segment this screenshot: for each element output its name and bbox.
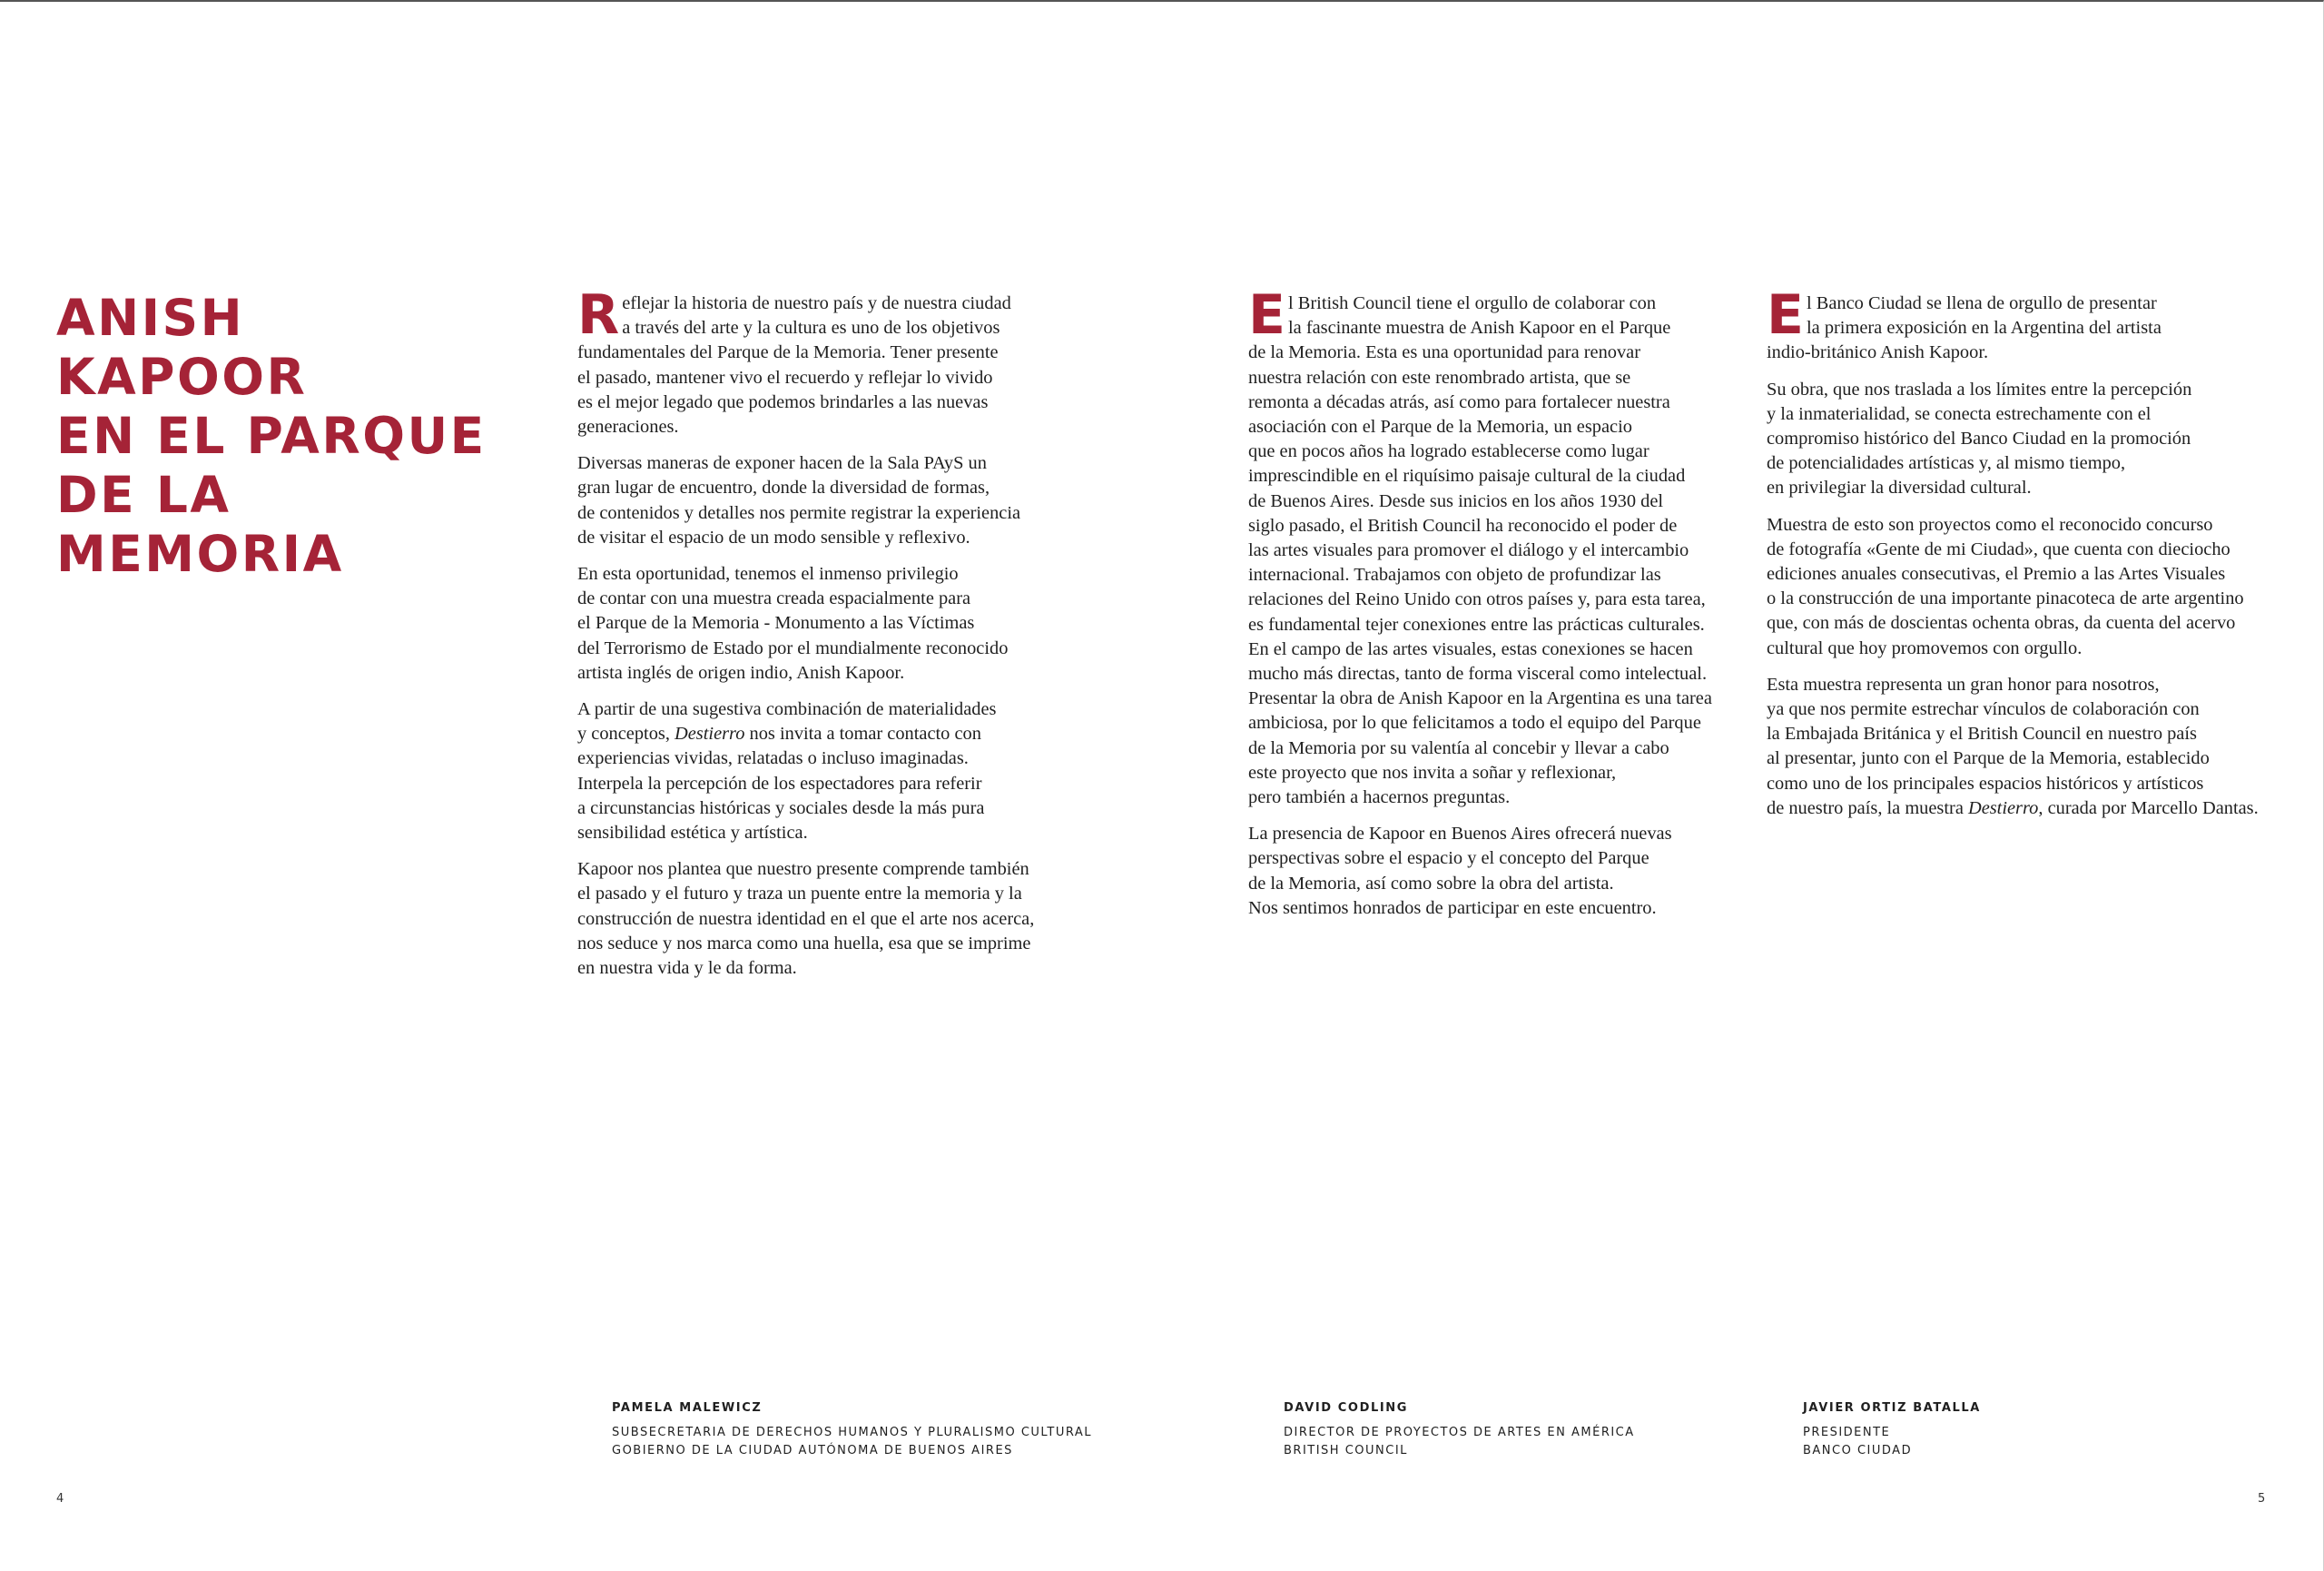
signature-block-2 (1284, 1400, 1635, 1460)
text-line: es fundamental tejer conexiones entre las prácticas culturales. (1248, 614, 1705, 635)
text-line: artista inglés de origen indio, Anish Kapoor. (577, 662, 905, 683)
signatory-organization: BRITISH COUNCIL (1284, 1444, 1408, 1457)
signatory-role: DIRECTOR DE PROYECTOS DE ARTES EN AMÉRICA (1284, 1426, 1635, 1439)
text-line: del Terrorismo de Estado por el mundialmente reconocido (577, 637, 1009, 658)
text-line (1767, 796, 2275, 821)
paragraph (577, 562, 1086, 686)
text-line: el pasado y el futuro y traza un puente entre la memoria y la (577, 884, 1022, 904)
text-line: de la Memoria. Esta es una oportunidad para renovar (1248, 342, 1641, 363)
paragraph (1767, 673, 2275, 821)
text-line: de fotografía «Gente de mi Ciudad», que cuenta con dieciocho (1767, 538, 2230, 559)
text-line: es el mejor legado que podemos brindarles a las nuevas (577, 391, 989, 412)
text-line: la Embajada Británica y el British Council en nuestro país (1767, 724, 2197, 745)
text-line: Interpela la percepción de los espectadores para referir (577, 773, 982, 794)
text-line: nos seduce y nos marca como una huella, esa que se imprime (577, 933, 1031, 953)
text-line: el Parque de la Memoria - Monumento a las Víctimas (577, 613, 975, 634)
text-line: de contar con una muestra creada espacialmente para (577, 588, 971, 609)
signatory-name: DAVID CODLING (1284, 1401, 1409, 1415)
paragraph (1767, 513, 2275, 661)
text-line: a través del arte y la cultura es uno de los objetivos (622, 318, 1000, 339)
text-line: Su obra, que nos traslada a los límites entre la percepción (1767, 379, 2192, 400)
text-line (577, 722, 1086, 746)
signature-block-1 (612, 1400, 1092, 1460)
text-line: imprescindible en el riquísimo paisaje cultural de la ciudad (1248, 466, 1686, 487)
text-line: este proyecto que nos invita a soñar y reflexionar, (1248, 762, 1617, 783)
text-line: al presentar, junto con el Parque de la Memoria, establecido (1767, 748, 2210, 769)
text-line: En el campo de las artes visuales, estas conexiones se hacen (1248, 638, 1693, 659)
signatory-role: PRESIDENTE (1803, 1426, 1891, 1439)
paragraph (577, 283, 1086, 440)
text-fragment: , curada por Marcello Dantas. (2038, 797, 2259, 818)
paragraph (1248, 283, 1757, 810)
text-line: indio-británico Anish Kapoor. (1767, 342, 1989, 363)
signature-block-3 (1803, 1400, 1981, 1460)
text-line: Presentar la obra de Anish Kapoor en la Argentina es una tarea (1248, 688, 1712, 709)
paragraph (1767, 378, 2275, 501)
paragraph (577, 451, 1086, 550)
text-line: en privilegiar la diversidad cultural. (1767, 478, 2032, 499)
paragraph (577, 697, 1086, 845)
text-line: de potencialidades artísticas y, al mismo tiempo, (1767, 453, 2126, 474)
text-column-3 (1767, 283, 2275, 833)
text-line: de la Memoria, así como sobre la obra del artista. (1248, 873, 1614, 894)
paragraph (1767, 283, 2275, 366)
paragraph (1248, 822, 1757, 921)
drop-cap: R (577, 283, 620, 347)
signatory-organization: BANCO CIUDAD (1803, 1444, 1913, 1457)
text-line: o la construcción de una importante pinacoteca de arte argentino (1767, 588, 2244, 609)
text-line: Nos sentimos honrados de participar en este encuentro. (1248, 897, 1657, 918)
text-line: La presencia de Kapoor en Buenos Aires ofrecerá nuevas (1248, 824, 1672, 845)
text-line: asociación con el Parque de la Memoria, un espacio (1248, 417, 1632, 438)
text-line: Kapoor nos plantea que nuestro presente comprende también (577, 859, 1029, 880)
page-number-right: 5 (2258, 1492, 2266, 1506)
text-line: A partir de una sugestiva combinación de materialidades (577, 699, 997, 720)
text-line: eflejar la historia de nuestro país y de nuestra ciudad (622, 293, 1011, 313)
drop-cap: E (1767, 283, 1804, 347)
text-line: ediciones anuales consecutivas, el Premio a las Artes Visuales (1767, 564, 2226, 585)
text-line: a circunstancias históricas y sociales desde la más pura (577, 797, 985, 818)
text-column-1 (577, 283, 1086, 993)
text-line: de Buenos Aires. Desde sus inicios en los años 1930 del (1248, 490, 1664, 511)
text-line: mucho más directas, tanto de forma visceral como intelectual. (1248, 664, 1708, 685)
text-line: que en pocos años ha logrado establecerse como lugar (1248, 441, 1649, 462)
text-line: gran lugar de encuentro, donde la diversidad de formas, (577, 478, 990, 499)
text-line: siglo pasado, el British Council ha reconocido el poder de (1248, 515, 1678, 536)
text-line: remonta a décadas atrás, así como para fortalecer nuestra (1248, 391, 1670, 412)
paragraph (577, 857, 1086, 981)
text-line: internacional. Trabajamos con objeto de profundizar las (1248, 565, 1661, 586)
text-line: ya que nos permite estrechar vínculos de colaboración con (1767, 699, 2200, 720)
text-line: de la Memoria por su valentía al concebir y llevar a cabo (1248, 737, 1669, 758)
signatory-organization: GOBIERNO DE LA CIUDAD AUTÓNOMA DE BUENOS AIRES (612, 1444, 1013, 1457)
text-line: la fascinante muestra de Anish Kapoor en el Parque (1288, 318, 1671, 339)
title-line: ANISH KAPOOR (56, 289, 308, 406)
text-fragment: de nuestro país, la muestra (1767, 797, 1968, 818)
signatory-role: SUBSECRETARIA DE DERECHOS HUMANOS Y PLURALISMO CULTURAL (612, 1426, 1092, 1439)
text-line: pero también a hacernos preguntas. (1248, 787, 1511, 808)
text-line: Diversas maneras de exponer hacen de la Sala PAyS un (577, 453, 987, 474)
text-line: compromiso histórico del Banco Ciudad en la promoción (1767, 429, 2191, 450)
text-line: como uno de los principales espacios históricos y artísticos (1767, 773, 2204, 794)
text-line: experiencias vividas, relatadas o incluso imaginadas. (577, 748, 969, 769)
artwork-title: Destierro (675, 724, 745, 745)
text-line: en nuestra vida y le da forma. (577, 958, 797, 979)
text-line: perspectivas sobre el espacio y el concepto del Parque (1248, 848, 1649, 869)
text-line: En esta oportunidad, tenemos el inmenso privilegio (577, 564, 959, 585)
text-line: de visitar el espacio de un modo sensible y reflexivo. (577, 527, 970, 548)
title-line: DE LA MEMORIA (56, 466, 344, 583)
text-line: ambiciosa, por lo que felicitamos a todo el equipo del Parque (1248, 713, 1701, 734)
text-line: Muestra de esto son proyectos como el reconocido concurso (1767, 514, 2213, 535)
text-line: construcción de nuestra identidad en el que el arte nos acerca, (577, 908, 1035, 929)
text-line: l Banco Ciudad se llena de orgullo de presentar (1807, 293, 2157, 313)
text-column-2 (1248, 283, 1757, 933)
text-line: las artes visuales para promover el diálogo y el intercambio (1248, 540, 1689, 561)
text-line: fundamentales del Parque de la Memoria. Tener presente (577, 342, 999, 363)
drop-cap: E (1248, 283, 1285, 347)
artwork-title: Destierro (1967, 797, 2039, 818)
page-title (56, 289, 492, 584)
text-line: de contenidos y detalles nos permite registrar la experiencia (577, 502, 1021, 523)
text-line: generaciones. (577, 417, 679, 438)
text-fragment: y conceptos, (577, 724, 675, 745)
text-line: Esta muestra representa un gran honor para nosotros, (1767, 674, 2160, 695)
text-line: nuestra relación con este renombrado artista, que se (1248, 367, 1631, 388)
text-line: y la inmaterialidad, se conecta estrechamente con el (1767, 403, 2152, 424)
text-line: sensibilidad estética y artística. (577, 823, 808, 844)
signatory-name: JAVIER ORTIZ BATALLA (1803, 1401, 1981, 1415)
signatory-name: PAMELA MALEWICZ (612, 1401, 763, 1415)
text-line: l British Council tiene el orgullo de colaborar con (1288, 293, 1657, 313)
text-line: el pasado, mantener vivo el recuerdo y reflejar lo vivido (577, 367, 993, 388)
page-number-left: 4 (56, 1492, 64, 1506)
text-line: relaciones del Reino Unido con otros países y, para esta tarea, (1248, 589, 1706, 610)
text-line: la primera exposición en la Argentina del artista (1807, 318, 2162, 339)
text-line: que, con más de doscientas ochenta obras, da cuenta del acervo (1767, 613, 2236, 634)
text-line: cultural que hoy promovemos con orgullo. (1767, 637, 2083, 658)
text-fragment: nos invita a tomar contacto con (744, 724, 981, 745)
title-line: EN EL PARQUE (56, 407, 487, 465)
